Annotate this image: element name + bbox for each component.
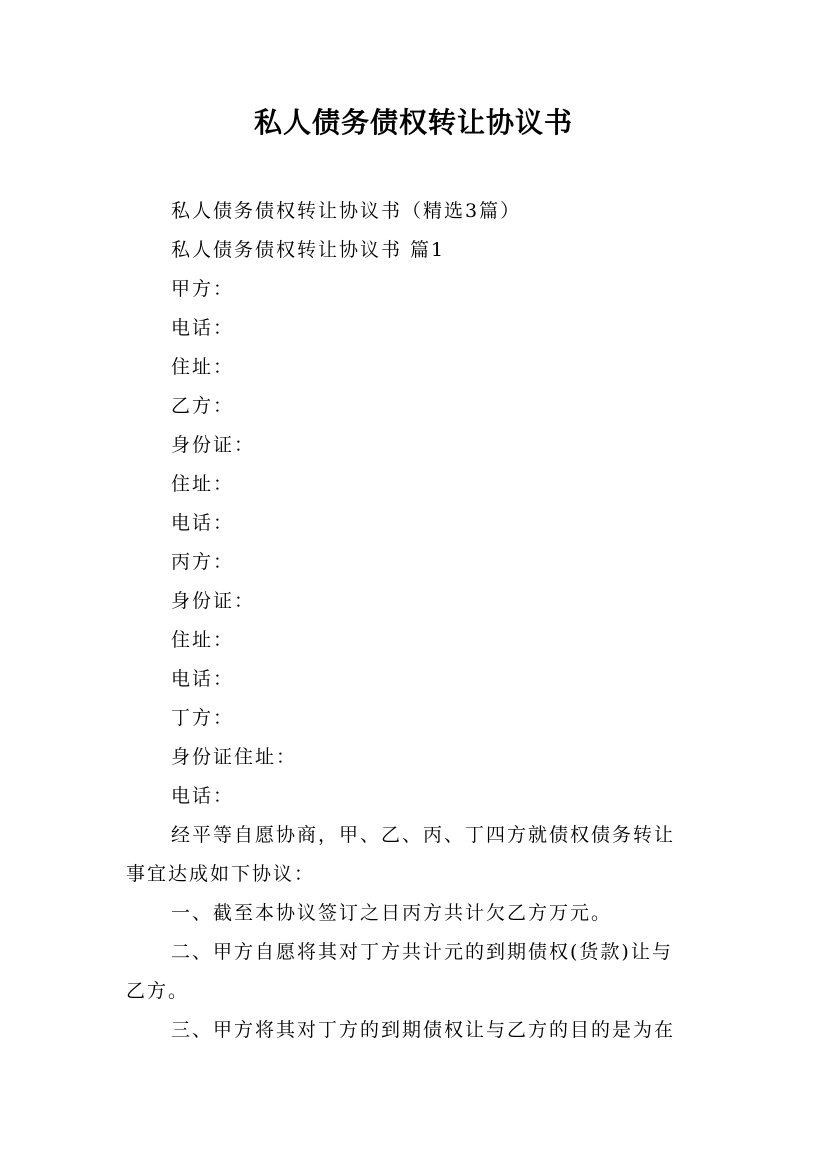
field-phone-c: 电话： bbox=[171, 668, 235, 690]
field-address-a: 住址： bbox=[171, 356, 235, 378]
clause-1: 一、截至本协议签订之日丙方共计欠乙方万元。 bbox=[171, 902, 613, 924]
clause-2-line2: 乙方。 bbox=[126, 980, 190, 1002]
subtitle-line: 私人债务债权转让协议书（精选3篇） bbox=[171, 200, 522, 222]
field-address-c: 住址： bbox=[171, 629, 235, 651]
field-phone-d: 电话： bbox=[171, 785, 235, 807]
paragraph-intro-line2: 事宜达成如下协议： bbox=[126, 863, 316, 885]
field-party-d: 丁方： bbox=[171, 707, 235, 729]
section-heading: 私人债务债权转让协议书 篇1 bbox=[171, 239, 446, 261]
field-id-b: 身份证： bbox=[171, 434, 256, 456]
field-id-c: 身份证： bbox=[171, 590, 256, 612]
clause-2-line1: 二、甲方自愿将其对丁方共计元的到期债权(货款)让与 bbox=[171, 941, 673, 963]
field-id-address-d: 身份证住址： bbox=[171, 746, 298, 768]
document-title: 私人债务债权转让协议书 bbox=[253, 106, 573, 139]
document-body bbox=[126, 192, 702, 1050]
field-phone-b: 电话： bbox=[171, 512, 235, 534]
field-phone-a: 电话： bbox=[171, 317, 235, 339]
field-party-a: 甲方： bbox=[171, 278, 235, 300]
field-address-b: 住址： bbox=[171, 473, 235, 495]
field-party-c: 丙方： bbox=[171, 551, 235, 573]
field-party-b: 乙方： bbox=[171, 395, 235, 417]
clause-3-line1: 三、甲方将其对丁方的到期债权让与乙方的目的是为在 bbox=[171, 1019, 676, 1041]
paragraph-intro-line1: 经平等自愿协商，甲、乙、丙、丁四方就债权债务转让 bbox=[171, 824, 676, 846]
